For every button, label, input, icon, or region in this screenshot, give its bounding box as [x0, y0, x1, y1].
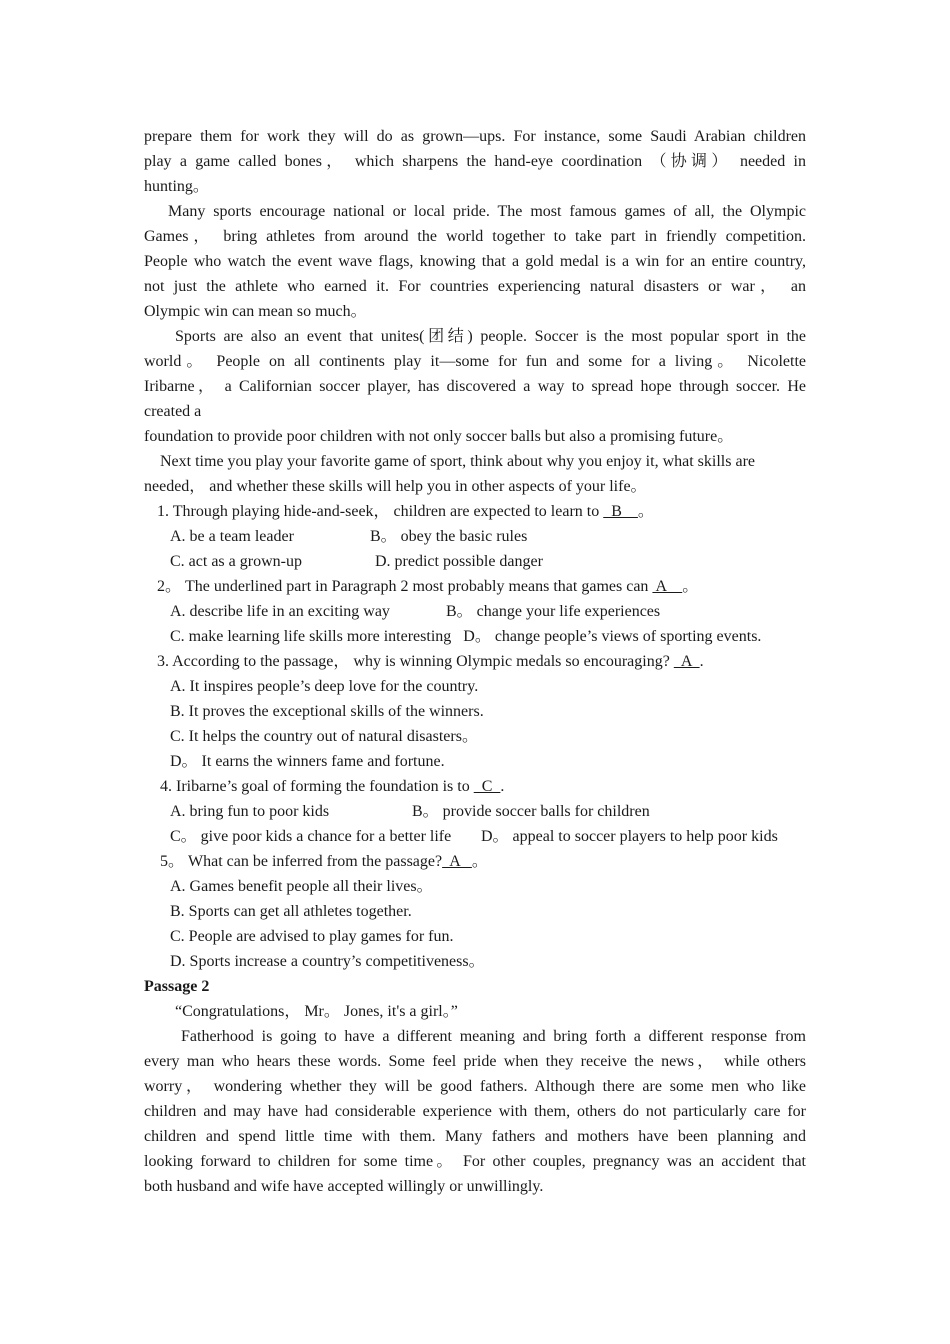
question-stem — [144, 649, 806, 674]
stem-text: 1. Through playing hide-and-seek， children are expected to learn to — [157, 503, 604, 520]
text-line: needed， and whether these skills will help you in other aspects of your life。 — [144, 478, 647, 495]
answer-blank: A — [442, 853, 472, 870]
stem-text: 5。 What can be inferred from the passage? — [160, 853, 443, 870]
question-stem — [144, 849, 806, 874]
option-row — [144, 824, 806, 849]
option-a: A. be a team leader — [170, 528, 294, 545]
question-stem — [144, 774, 806, 799]
question-5 — [144, 849, 806, 974]
question-2 — [144, 574, 806, 649]
stem-text: 3. According to the passage， why is winning Olympic medals so encouraging? — [157, 653, 674, 670]
document-page — [144, 124, 806, 1199]
text-line: world。 People on all continents play it—some for fun and some for a living。 Nicolette — [144, 353, 806, 370]
answer-blank: C — [473, 778, 501, 795]
option-row — [144, 599, 806, 624]
option-row — [144, 549, 806, 574]
option-row — [144, 624, 806, 649]
option-d: D。 change people’s views of sporting events. — [463, 628, 762, 645]
text-line: hunting。 — [144, 178, 209, 195]
option-c: C. People are advised to play games for fun. — [170, 928, 454, 945]
option-c: C. act as a grown-up — [170, 553, 302, 570]
option-d: D。 appeal to soccer players to help poor kids — [481, 828, 778, 845]
text-line: both husband and wife have accepted willingly or unwillingly. — [144, 1178, 544, 1195]
passage-quote: “Congratulations， Mr。 Jones, it's a girl。” — [175, 1003, 458, 1020]
answer-blank: A — [652, 578, 683, 595]
answer-blank: A — [673, 653, 700, 670]
option-row — [144, 524, 806, 549]
text-line: Many sports encourage national or local pride. The most famous games of all, the Olympic — [168, 203, 806, 220]
stem-text: 4. Iribarne’s goal of forming the foundation is to — [160, 778, 474, 795]
stem-end: 。 — [471, 853, 488, 870]
option-c: C. make learning life skills more interesting — [170, 628, 452, 645]
option-b: B。 change your life experiences — [446, 603, 661, 620]
option-a: A. describe life in an exciting way — [170, 603, 390, 620]
option-b: B. Sports can get all athletes together. — [170, 903, 412, 920]
stem-text: 2。 The underlined part in Paragraph 2 most probably means that games can — [157, 578, 653, 595]
option-c: C。 give poor kids a chance for a better life — [170, 828, 452, 845]
option-d: D。 It earns the winners fame and fortune. — [170, 753, 445, 770]
option-a: A. Games benefit people all their lives。 — [170, 878, 433, 895]
option-d: D. predict possible danger — [375, 553, 543, 570]
text-line: worry， wondering whether they will be good fathers. Although there are some men who like — [144, 1078, 806, 1095]
stem-end: . — [699, 653, 704, 670]
option-b: B。 provide soccer balls for children — [412, 803, 650, 820]
text-line: Iribarne， a Californian soccer player, has discovered a way to spread hope through soccer. He — [144, 378, 806, 395]
stem-end: 。 — [637, 503, 654, 520]
passage1 — [144, 124, 806, 499]
text-line: children and may have had considerable experience with them, others do not particularly care for — [144, 1103, 806, 1120]
stem-end: . — [500, 778, 505, 795]
option-d: D. Sports increase a country’s competitiveness。 — [170, 953, 485, 970]
question-3 — [144, 649, 806, 774]
option-b: B. It proves the exceptional skills of the winners. — [170, 703, 484, 720]
text-line: People who watch the event wave flags, knowing that a gold medal is a win for an entire country, — [144, 253, 806, 270]
question-1 — [144, 499, 806, 574]
answer-blank: B — [603, 503, 638, 520]
option-c: C. It helps the country out of natural disasters。 — [170, 728, 478, 745]
question-4 — [144, 774, 806, 849]
text-line: children and spend little time with them. Many fathers and mothers have been planning and — [144, 1128, 806, 1145]
text-line: every man who hears these words. Some feel pride when they receive the news， while others — [144, 1053, 806, 1070]
text-line: Sports are also an event that unites(团结) people. Soccer is the most popular sport in the — [175, 328, 806, 345]
stem-end: 。 — [682, 578, 699, 595]
text-line: Games， bring athletes from around the world together to take part in friendly competition. — [144, 228, 807, 245]
option-row — [144, 799, 806, 824]
option-a: A. It inspires people’s deep love for the country. — [170, 678, 479, 695]
text-line: play a game called bones， which sharpens the hand-eye coordination （协调） needed in — [144, 153, 806, 170]
question-stem — [144, 574, 806, 599]
option-b: B。 obey the basic rules — [370, 528, 528, 545]
question-stem — [144, 499, 806, 524]
text-line: not just the athlete who earned it. For countries experiencing natural disasters or war， an — [144, 278, 806, 295]
passage-heading: Passage 2 — [144, 978, 210, 995]
text-line: Fatherhood is going to have a different meaning and bring forth a different response from — [181, 1028, 806, 1045]
text-line: Olympic win can mean so much。 — [144, 303, 367, 320]
text-line: Next time you play your favorite game of sport, think about why you enjoy it, what skills are — [160, 453, 755, 470]
text-line: prepare them for work they will do as grown—ups. For instance, some Saudi Arabian children — [144, 128, 806, 145]
passage2 — [144, 974, 806, 1199]
text-line: foundation to provide poor children with not only soccer balls but also a promising future。 — [144, 428, 734, 445]
text-line: looking forward to children for some time。 For other couples, pregnancy was an accident that — [144, 1153, 806, 1170]
text-line: created a — [144, 403, 202, 420]
option-a: A. bring fun to poor kids — [170, 803, 330, 820]
